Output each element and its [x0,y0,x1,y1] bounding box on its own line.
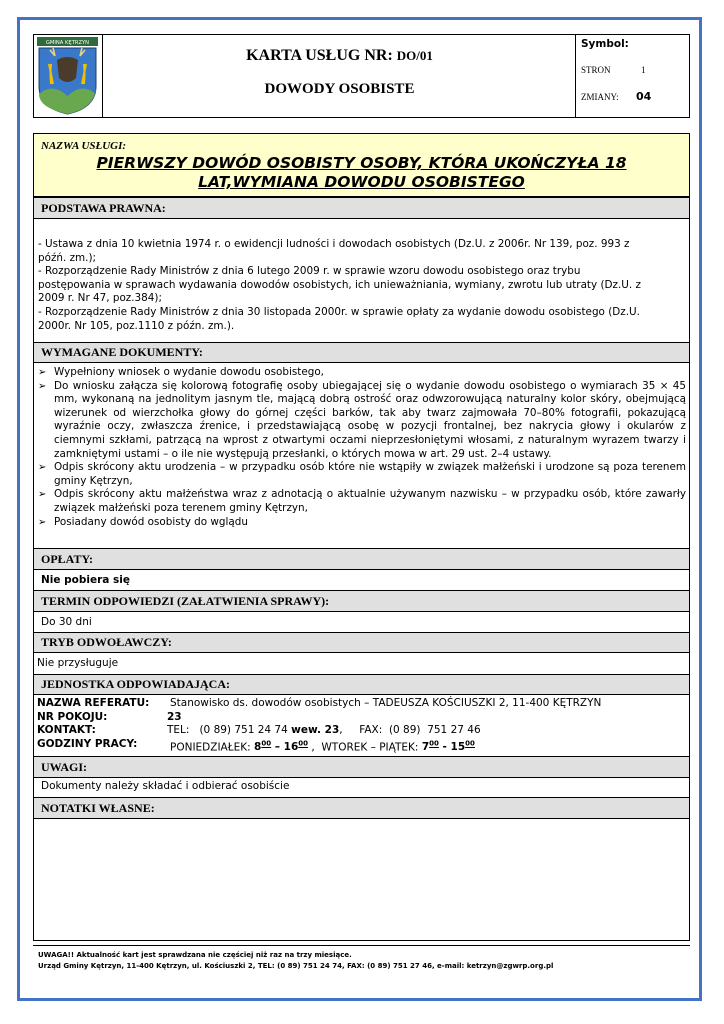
notes-heading: UWAGI: [34,756,689,778]
contact-value: TEL: (0 89) 751 24 74 wew. 23, FAX: (0 89) 751 27 46 [167,724,481,736]
card-number: DO/01 [396,48,433,63]
legal-basis-text: - Ustawa z dnia 10 kwietnia 1974 r. o ewidencji ludności i dowodach osobistych (Dz.U. z 2006r. Nr 139, poz. 993 z późń. zm.); - Rozporządzenie Rady Ministrów z dnia 6 lutego 2009 r. w sprawie wzoru dowodu osobistego oraz trybu postępowania w sprawach wydawania dowodów osobistych, ich unieważniania, wymiany, zwrotu lub utraty (Dz.U. z 2009 r. Nr 47, poz.384); - Rozporządzenie Rady Ministrów z dnia 30 listopada 2000r. w sprawie opłaty za wydanie dowodu osobistego (Dz.U. 2000r. Nr 105, poz.1110 z późn. zm.). [38,238,641,332]
unit-heading: JEDNOSTKA ODPOWIADAJĄCA: [34,674,689,695]
list-item: ➢ Posiadany dowód osobisty do wglądu [37,516,686,530]
card-subtitle: DOWODY OSOBISTE [264,81,415,97]
symbol-cell [576,34,690,118]
hours-label: GODZINY PRACY: [37,737,138,750]
unit-contact-row [37,724,687,738]
list-item: ➢ Odpis skrócony aktu małżeństwa wraz z adnotacją o aktualnie używanym nazwisku – w przypadku osób, które zawarły związek małżeński poza terenem gminy Kętrzyn, [37,488,686,515]
list-item: ➢ Wypełniony wniosek o wydanie dowodu osobistego, [37,366,686,380]
title-cell [103,34,576,118]
changes-value: 04 [636,90,652,103]
hours-value: PONIEDZIAŁEK: $8^{00} - 16^{00}$ , WTOREK – PIĄTEK: $7^{00} - 15^{00}$ [170,739,475,753]
symbol-label: Symbol: [581,38,629,50]
deadline-heading: TERMIN ODPOWIEDZI (ZAŁATWIENIA SPRAWY): [34,590,689,612]
required-documents-heading: WYMAGANE DOKUMENTY: [34,342,689,363]
unit-details [37,697,687,751]
service-card-table [33,133,690,941]
legal-basis-heading: PODSTAWA PRAWNA: [34,197,689,219]
coat-of-arms-logo [33,34,103,118]
unit-dept-row [37,697,687,711]
pages-label: STRON [581,65,611,75]
card-title: KARTA USŁUG NR: DO/01 [246,47,433,64]
service-name-label: NAZWA USŁUGI: [41,140,127,152]
changes-label: ZMIANY: [581,92,619,102]
appeal-heading: TRYB ODWOŁAWCZY: [34,632,689,653]
logo-cell [33,34,103,118]
footer-note: UWAGA!! Aktualność kart jest sprawdzana nie częściej niż raz na trzy miesiące. [38,951,352,959]
contact-label: KONTAKT: [37,724,96,736]
service-name-section [34,134,689,197]
footer-address: Urząd Gminy Kętrzyn, 11-400 Kętrzyn, ul. Kościuszki 2, TEL: (0 89) 751 24 74, FAX: (0 89) 751 27 46, e-mail: ketrzyn@zgwrp.org.pl [38,962,554,970]
fees-heading: OPŁATY: [34,548,689,570]
required-documents-list [37,366,686,529]
service-title: PIERWSZY DOWÓD OSOBISTY OSOBY, KTÓRA UKOŃCZYŁA 18 LAT,WYMIANA DOWODU OSOBISTEGO [96,154,627,191]
unit-hours-row [37,738,687,752]
footer-divider [33,945,690,946]
room-value: 23 [167,710,182,723]
own-notes-heading: NOTATKI WŁASNE: [34,797,689,819]
appeal-value: Nie przysługuje [37,657,119,669]
pages-value: 1 [641,65,646,75]
list-item: ➢ Do wniosku załącza się kolorową fotografię osoby ubiegającej się o wydanie dowodu osobistego o wymiarach 35 × 45 mm, wykonaną na jednolitym jasnym tle, mającą dobrą ostrość oraz odwzorowującą naturalny kolor skóry, obejmującą wizerunek od wierzchołka głowy do górnej części barków, tak aby twarz zajmowała 70–80% fotografii, pokazującą wyraźnie oczy, zwłaszcza źrenice, i przedstawiającą osobę w pozycji frontalnej, bez nakrycia głowy i okularów z ciemnymi szkłami, patrzącą na wprost z otwartymi oczami nieprzesłoniętymi włosami, z naturalnym wyrazem twarzy i zamkniętymi ustami – o ile nie występują przesłanki, o których mowa w art. 29 ust. 2–4 ustawy. [37,380,686,462]
room-label: NR POKOJU: [37,710,108,723]
own-notes-area[interactable] [34,819,689,940]
dept-value: Stanowisko ds. dowodów osobistych – TADEUSZA KOŚCIUSZKI 2, 11-400 KĘTRZYN [170,697,602,709]
list-item: ➢ Odpis skrócony aktu urodzenia – w przypadku osób które nie wstąpiły w związek małżeński i urodzone są poza terenem gminy Kętrzyn, [37,461,686,488]
notes-value: Dokumenty należy składać i odbierać osobiście [41,780,290,792]
footer [38,950,553,972]
unit-room-row [37,711,687,725]
dept-label: NAZWA REFERATU: [37,697,150,709]
fees-value: Nie pobiera się [41,574,131,586]
deadline-value: Do 30 dni [41,616,92,628]
logo-text: GMINA KĘTRZYN [45,40,90,46]
